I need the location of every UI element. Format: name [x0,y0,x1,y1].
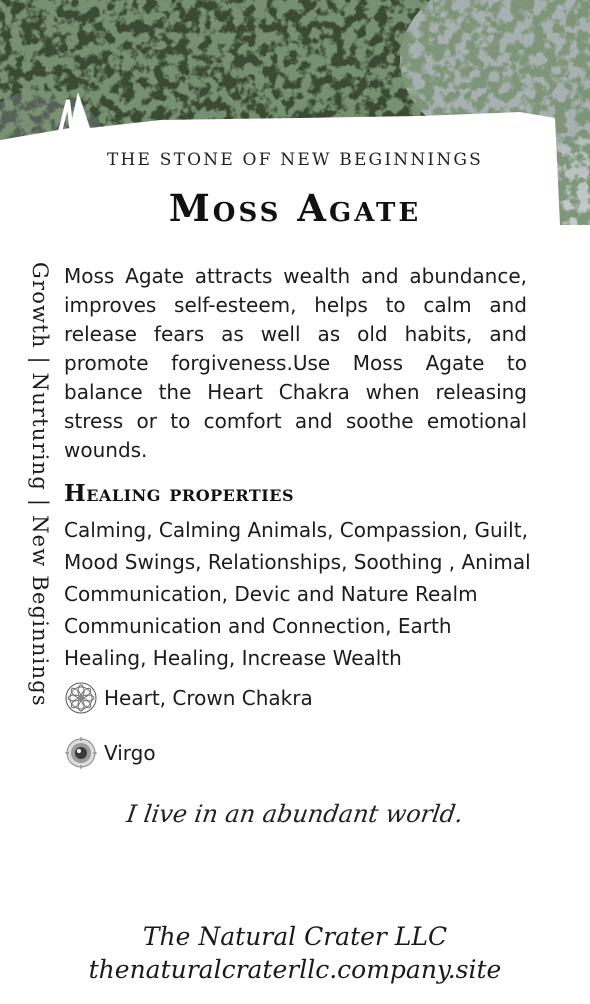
healing-properties-heading: Healing properties [64,480,295,507]
side-keywords [22,262,62,802]
stone-description: Moss Agate attracts wealth and abundance, improves self-esteem, helps to calm and release fears as well as old habits, and promote forgiveness.Use Moss Agate to balance the Heart Chakra when releasing stress or to comfort and soothe emotional wounds. [64,264,527,462]
company-website: thenaturalcraterllc.company.site [88,955,502,984]
chakra-label: Heart, Crown Chakra [104,686,313,710]
side-keywords-text: Growth | Nurturing | New Beginnings [28,262,52,707]
company-name: The Natural Crater LLC [142,922,448,951]
stone-subtitle: THE STONE OF NEW BEGINNINGS [106,150,484,170]
healing-properties-list: Calming, Calming Animals, Compassion, Guilt, Mood Swings, Relationships, Soothing , Animal Communication, Devic and Nature Realm Communication and Connection, Earth Healing, Healing, Increase Wealth [64,518,531,670]
chakra-lotus-icon [64,681,98,715]
zodiac-row [64,735,156,771]
zodiac-label: Virgo [104,741,156,765]
stone-title: Moss Agate [168,186,422,230]
zodiac-eye-icon [64,736,98,770]
affirmation-text: I live in an abundant world. [124,800,466,828]
chakra-row [64,680,313,716]
